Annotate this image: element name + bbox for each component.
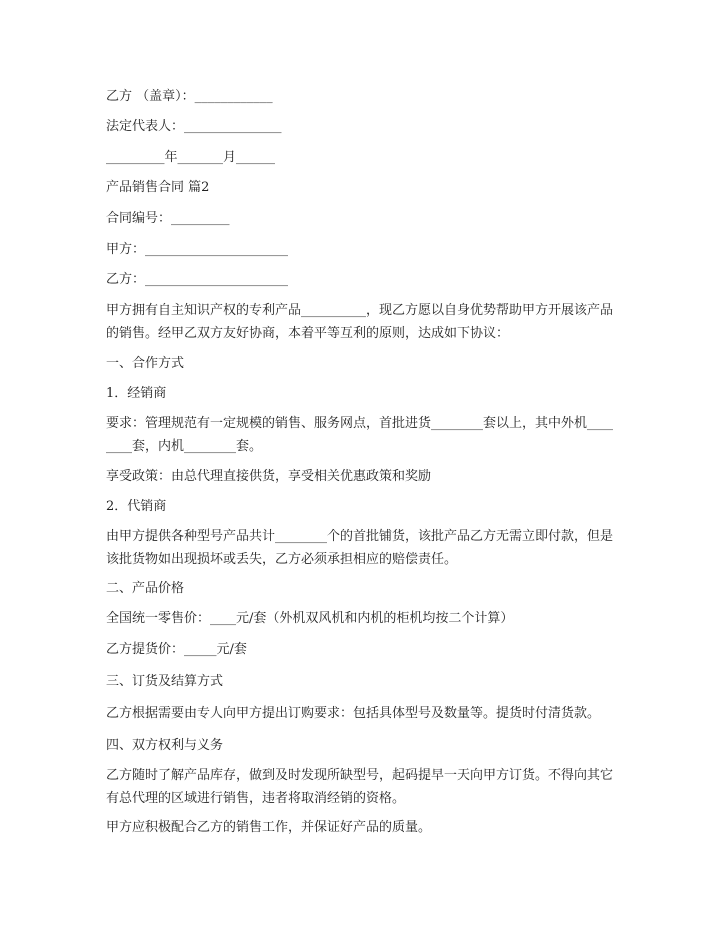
section-heading-cooperation: 一、合作方式 — [106, 356, 185, 371]
party-b-field: 乙方：______________________ — [106, 272, 289, 287]
consignment-terms: 由甲方提供各种型号产品共计________个的首批铺货，该批产品乙方无需立即付款，但是该批货物如出现损坏或丢失，乙方必须承担相应的赔偿责任。 — [106, 529, 614, 567]
signature-date: _________年_______月______ — [106, 150, 276, 165]
signature-legal-representative: 法定代表人：_______________ — [106, 119, 282, 134]
section-heading-price: 二、产品价格 — [106, 581, 185, 596]
retail-price: 全国统一零售价：____元/套（外机双风机和内机的柜机均按二个计算） — [106, 611, 514, 626]
section-heading-rights: 四、双方权利与义务 — [106, 738, 224, 753]
contract-title: 产品销售合同 篇2 — [106, 180, 210, 195]
pickup-price: 乙方提货价：_____元/套 — [106, 642, 247, 657]
party-b-obligations: 乙方随时了解产品库存，做到及时发现所缺型号，起码提早一天向甲方订货。不得向其它有总代理的区域进行销售，违者将取消经销的资格。 — [106, 768, 614, 806]
subheading-distributor: 1．经销商 — [106, 386, 167, 401]
contract-number: 合同编号：_________ — [106, 211, 230, 226]
party-a-field: 甲方：______________________ — [106, 242, 289, 257]
distributor-policy: 享受政策：由总代理直接供货，享受相关优惠政策和奖励 — [106, 469, 432, 484]
signature-party-b: 乙方 （盖章）：____________ — [106, 89, 273, 104]
subheading-consignment-agent: 2．代销商 — [106, 499, 167, 514]
party-a-obligations: 甲方应积极配合乙方的销售工作，并保证好产品的质量。 — [106, 820, 432, 835]
section-heading-ordering: 三、订货及结算方式 — [106, 674, 224, 689]
ordering-terms: 乙方根据需要由专人向甲方提出订购要求：包括具体型号及数量等。提货时付清货款。 — [106, 706, 601, 721]
intro-paragraph: 甲方拥有自主知识产权的专利产品__________，现乙方愿以自身优势帮助甲方开展该产品的销售。经甲乙双方友好协商，本着平等互利的原则，达成如下协议： — [106, 303, 614, 341]
distributor-requirements: 要求：管理规范有一定规模的销售、服务网点，首批进货________套以上，其中外机________套，内机________套。 — [106, 416, 614, 454]
